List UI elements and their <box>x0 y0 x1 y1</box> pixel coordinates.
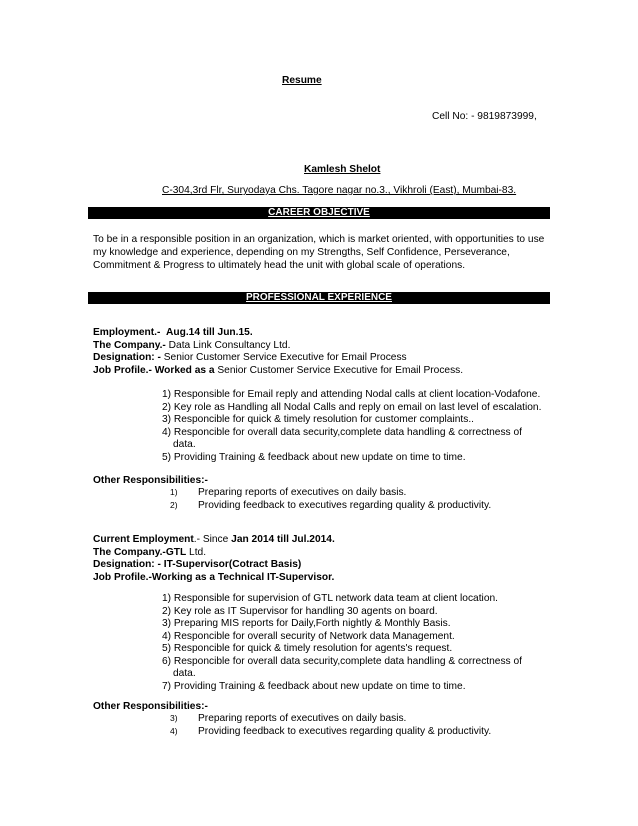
career-objective-header <box>88 207 550 219</box>
job2-duty: 7) Providing Training & feedback about new update on time to time. <box>162 680 466 692</box>
professional-experience-label: PROFESSIONAL EXPERIENCE <box>246 292 392 303</box>
list-item <box>170 499 491 512</box>
job2-designation: Designation: - IT-Supervisor(Cotract Basis) <box>93 559 302 570</box>
list-number: 3) <box>170 713 178 723</box>
address: C-304,3rd Flr, Suryodaya Chs. Tagore nagar no.3., Vikhroli (East), Mumbai-83. <box>162 185 517 196</box>
job1-duty: 4) Responcible for overall data security,complete data handling & correctness of <box>162 426 522 438</box>
job1-duty: 3) Responcible for quick & timely resolution for customer complaints.. <box>162 414 474 425</box>
list-text: Preparing reports of executives on daily basis. <box>198 487 407 498</box>
job2-duty: 4) Responcible for overall security of Network data Management. <box>162 630 455 642</box>
list-text: Providing feedback to executives regarding quality & productivity. <box>198 499 492 511</box>
job2-duty: 1) Responsible for supervision of GTL network data team at client location. <box>162 593 498 604</box>
job2-other-list <box>170 712 491 737</box>
job2-duty: 3) Preparing MIS reports for Daily,Forth nightly & Monthly Basis. <box>162 618 451 629</box>
job1-duties <box>162 389 541 464</box>
job2-duty: 2) Key role as IT Supervisor for handling 30 agents on board. <box>162 605 438 617</box>
job1-header <box>93 327 463 377</box>
job2-duty: 6) Responcible for overall data security,complete data handling & correctness of <box>162 655 522 667</box>
job1-duty: 2) Key role as Handling all Nodal Calls and reply on email on last level of escalation. <box>162 401 542 413</box>
job2-duty: data. <box>173 668 196 679</box>
list-number: 1) <box>170 487 178 497</box>
job2-other-label: Other Responsibilities:- <box>93 701 208 712</box>
list-item <box>170 712 491 725</box>
job1-other-label: Other Responsibilities:- <box>93 475 208 486</box>
list-text: Preparing reports of executives on daily basis. <box>198 713 407 724</box>
job1-duty: data. <box>173 439 196 450</box>
job2-employment-mid: .- Since <box>193 534 229 545</box>
job2-company-value: Ltd. <box>189 546 207 558</box>
list-number: 4) <box>170 725 178 736</box>
job1-employment-label: Employment.- <box>93 327 161 338</box>
job1-profile-label: Job Profile.- Worked as a <box>93 364 215 376</box>
job1-profile-value: Senior Customer Service Executive for Email Process. <box>217 364 464 376</box>
cell-number: Cell No: - 9819873999, <box>432 111 537 122</box>
list-text: Providing feedback to executives regarding quality & productivity. <box>198 725 492 737</box>
professional-experience-header <box>88 292 550 304</box>
job1-duty: 1) Responsible for Email reply and attending Nodal calls at client location-Vodafone. <box>162 389 541 400</box>
career-objective-label: CAREER OBJECTIVE <box>268 207 370 218</box>
job2-employment-value: Jan 2014 till Jul.2014. <box>231 534 335 545</box>
list-number: 2) <box>170 499 178 510</box>
job2-duties <box>162 593 522 693</box>
candidate-name: Kamlesh Shelot <box>304 164 381 175</box>
job1-duty: 5) Providing Training & feedback about new update on time to time. <box>162 451 466 463</box>
job2-duty: 5) Responcible for quick & timely resolution for agents's request. <box>162 643 453 654</box>
objective-text: To be in a responsible position in an organization, which is market oriented, with opportunities to use my knowledge and experience, depending on my Strengths, Self Confidence, Perseverance, Commitment & Progress to ultimately head the unit with global scale of operations. <box>93 234 545 271</box>
job1-employment-value: Aug.14 till Jun.15. <box>166 327 253 338</box>
job2-company-label: The Company.-GTL <box>93 546 187 558</box>
resume-title: Resume <box>282 75 322 86</box>
job1-other-list <box>170 486 491 511</box>
job2-profile: Job Profile.-Working as a Technical IT-Supervisor. <box>93 571 335 583</box>
job2-header <box>93 534 335 584</box>
job1-company-label: The Company.- <box>93 339 166 351</box>
job1-company-value: Data Link Consultancy Ltd. <box>168 339 291 351</box>
list-item <box>170 725 491 738</box>
list-item <box>170 486 491 499</box>
job2-employment-label: Current Employment <box>93 534 194 545</box>
job1-designation-value: Senior Customer Service Executive for Email Process <box>163 352 407 363</box>
job1-designation-label: Designation: - <box>93 352 161 363</box>
